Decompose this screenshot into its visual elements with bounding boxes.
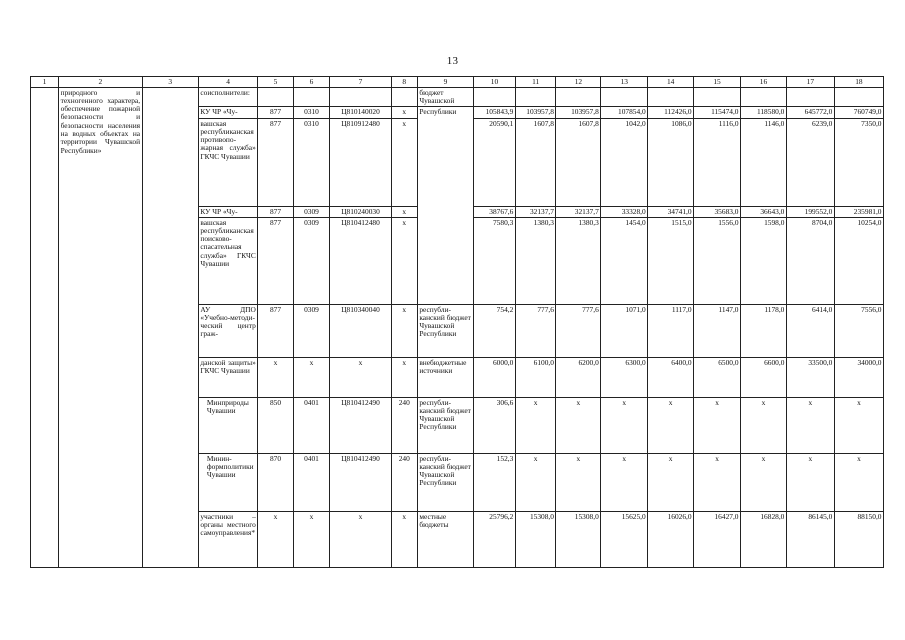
- header-cell: 6: [293, 77, 329, 88]
- subprogram-name: природного и техногенного характера, обеспечение пожарной безопасности и безопасности населения на водных объектах на территории Чувашской Республики»: [59, 88, 142, 568]
- source-cell: внебюджетные источники: [417, 358, 473, 398]
- value-cell: 35683,0: [694, 207, 741, 218]
- value-cell: 20590,1: [474, 119, 516, 207]
- header-cell: 8: [391, 77, 417, 88]
- value-cell: х: [834, 454, 883, 512]
- expense-code: х: [391, 358, 417, 398]
- grbs-code: 877: [258, 107, 293, 119]
- expense-code: х: [391, 512, 417, 568]
- value-cell: х: [741, 398, 787, 454]
- executor-name-ku1-first: КУ ЧР «Чу-: [198, 107, 257, 119]
- value-cell: 10254,0: [834, 218, 883, 305]
- empty-cell: [741, 88, 787, 107]
- value-cell: х: [786, 454, 834, 512]
- target-code: х: [330, 358, 392, 398]
- empty-cell: [474, 88, 516, 107]
- empty-cell: [648, 88, 694, 107]
- executor-name-ku1-rest: вашская республиканская противопожарная служба» ГКЧС Чувашии: [198, 119, 257, 207]
- empty-cell: [391, 88, 417, 107]
- header-cell: 7: [330, 77, 392, 88]
- value-cell: 6600,0: [741, 358, 787, 398]
- value-cell: 1146,0: [741, 119, 787, 207]
- value-cell: 1178,0: [741, 305, 787, 358]
- value-cell: 1117,0: [648, 305, 694, 358]
- empty-cell: [293, 88, 329, 107]
- header-cell: 3: [142, 77, 198, 88]
- empty-cell: [601, 88, 648, 107]
- value-cell: 15625,0: [601, 512, 648, 568]
- section-code: 0401: [293, 398, 329, 454]
- value-cell: х: [601, 398, 648, 454]
- grbs-code: х: [258, 512, 293, 568]
- value-cell: 1071,0: [601, 305, 648, 358]
- target-code: Ц810240030: [330, 207, 392, 218]
- target-code: Ц810412490: [330, 398, 392, 454]
- empty-cell: [556, 88, 601, 107]
- value-cell: 33500,0: [786, 358, 834, 398]
- header-cell: 13: [601, 77, 648, 88]
- value-cell: 6000,0: [474, 358, 516, 398]
- value-cell: 777,6: [556, 305, 601, 358]
- value-cell: 1607,8: [515, 119, 556, 207]
- value-cell: 1380,3: [556, 218, 601, 305]
- executor-name-minpr: Минприроды Чувашии: [198, 398, 257, 454]
- empty-cell: [515, 88, 556, 107]
- header-cell: 5: [258, 77, 293, 88]
- empty-cell: [834, 88, 883, 107]
- value-cell: 6500,0: [694, 358, 741, 398]
- grbs-code: х: [258, 358, 293, 398]
- expense-code: х: [391, 218, 417, 305]
- target-code: Ц810912480: [330, 119, 392, 207]
- value-cell: 7580,3: [474, 218, 516, 305]
- value-cell: 86145,0: [786, 512, 834, 568]
- value-cell: 103957,8: [515, 107, 556, 119]
- grbs-code: 877: [258, 218, 293, 305]
- section-code: 0401: [293, 454, 329, 512]
- value-cell: 6239,0: [786, 119, 834, 207]
- grbs-code: 877: [258, 207, 293, 218]
- source-cell: Республики: [417, 107, 473, 305]
- value-cell: 32137,7: [556, 207, 601, 218]
- value-cell: х: [556, 398, 601, 454]
- value-cell: х: [601, 454, 648, 512]
- section-code: х: [293, 512, 329, 568]
- target-code: Ц810412490: [330, 454, 392, 512]
- value-cell: х: [834, 398, 883, 454]
- value-cell: 36643,0: [741, 207, 787, 218]
- value-cell: х: [694, 398, 741, 454]
- value-cell: х: [741, 454, 787, 512]
- value-cell: х: [694, 454, 741, 512]
- col3-cell: [142, 88, 198, 568]
- section-code: 0310: [293, 107, 329, 119]
- target-code: Ц810412480: [330, 218, 392, 305]
- header-cell: 14: [648, 77, 694, 88]
- value-cell: 1515,0: [648, 218, 694, 305]
- expense-code: х: [391, 119, 417, 207]
- value-cell: 118580,0: [741, 107, 787, 119]
- target-code: Ц810340040: [330, 305, 392, 358]
- value-cell: 32137,7: [515, 207, 556, 218]
- value-cell: 6400,0: [648, 358, 694, 398]
- section-code: х: [293, 358, 329, 398]
- value-cell: 8704,0: [786, 218, 834, 305]
- header-cell: 9: [417, 77, 473, 88]
- expense-code: х: [391, 305, 417, 358]
- header-cell: 16: [741, 77, 787, 88]
- section-code: 0309: [293, 218, 329, 305]
- value-cell: 199552,0: [786, 207, 834, 218]
- expense-code: 240: [391, 398, 417, 454]
- value-cell: 1147,0: [694, 305, 741, 358]
- executor-name-ku2-first: КУ ЧР «Чу-: [198, 207, 257, 218]
- value-cell: 1598,0: [741, 218, 787, 305]
- source-cell: республиканский бюджет Чувашской Республики: [417, 398, 473, 454]
- section-code: 0309: [293, 305, 329, 358]
- header-cell: 1: [31, 77, 59, 88]
- header-cell: 2: [59, 77, 142, 88]
- value-cell: 1042,0: [601, 119, 648, 207]
- value-cell: 105843,9: [474, 107, 516, 119]
- header-cell: 12: [556, 77, 601, 88]
- value-cell: 7556,0: [834, 305, 883, 358]
- source-cell: бюджет Чувашской: [417, 88, 473, 107]
- expense-code: х: [391, 107, 417, 119]
- value-cell: х: [648, 454, 694, 512]
- executor-name-minin: Мининформпoлитики Чувашии: [198, 454, 257, 512]
- value-cell: 1556,0: [694, 218, 741, 305]
- value-cell: х: [786, 398, 834, 454]
- header-cell: 15: [694, 77, 741, 88]
- section-code: 0310: [293, 119, 329, 207]
- value-cell: 16026,0: [648, 512, 694, 568]
- grbs-code: 850: [258, 398, 293, 454]
- value-cell: 1454,0: [601, 218, 648, 305]
- value-cell: 6100,0: [515, 358, 556, 398]
- empty-cell: [694, 88, 741, 107]
- value-cell: 107854,0: [601, 107, 648, 119]
- source-cell: республиканский бюджет Чувашской Республики: [417, 454, 473, 512]
- executor-name-local: участники – органы местного самоуправления*: [198, 512, 257, 568]
- value-cell: 16828,0: [741, 512, 787, 568]
- executor-cell: соисполнители:: [198, 88, 257, 107]
- value-cell: 306,6: [474, 398, 516, 454]
- value-cell: 115474,0: [694, 107, 741, 119]
- executor-name-au-rest: данской защиты» ГКЧС Чувашии: [198, 358, 257, 398]
- page-number: 13: [446, 55, 459, 67]
- value-cell: 645772,0: [786, 107, 834, 119]
- header-cell: 18: [834, 77, 883, 88]
- executor-name-au-first: АУ ДПО «Учебно-методический центр граж-: [198, 305, 257, 358]
- grbs-code: 870: [258, 454, 293, 512]
- value-cell: 1607,8: [556, 119, 601, 207]
- header-cell: 10: [474, 77, 516, 88]
- expense-code: 240: [391, 454, 417, 512]
- value-cell: 103957,8: [556, 107, 601, 119]
- target-code: х: [330, 512, 392, 568]
- table-row: [31, 88, 884, 107]
- value-cell: 6300,0: [601, 358, 648, 398]
- budget-table: [30, 76, 884, 568]
- target-code: Ц810140020: [330, 107, 392, 119]
- grbs-code: 877: [258, 305, 293, 358]
- value-cell: 6414,0: [786, 305, 834, 358]
- empty-cell: [786, 88, 834, 107]
- expense-code: х: [391, 207, 417, 218]
- value-cell: 38767,6: [474, 207, 516, 218]
- value-cell: 1086,0: [648, 119, 694, 207]
- value-cell: х: [648, 398, 694, 454]
- source-cell: местные бюджеты: [417, 512, 473, 568]
- value-cell: х: [515, 454, 556, 512]
- value-cell: 1116,0: [694, 119, 741, 207]
- value-cell: 777,6: [515, 305, 556, 358]
- value-cell: х: [556, 454, 601, 512]
- value-cell: 25796,2: [474, 512, 516, 568]
- value-cell: 34000,0: [834, 358, 883, 398]
- value-cell: 34741,0: [648, 207, 694, 218]
- value-cell: 1380,3: [515, 218, 556, 305]
- value-cell: 760749,0: [834, 107, 883, 119]
- empty-cell: [258, 88, 293, 107]
- header-row: [31, 77, 884, 88]
- value-cell: 7350,0: [834, 119, 883, 207]
- executor-name-ku2-rest: вашская республиканская поисково-спасательная служба» ГКЧС Чувашии: [198, 218, 257, 305]
- value-cell: 33328,0: [601, 207, 648, 218]
- empty-cell: [330, 88, 392, 107]
- value-cell: 112426,0: [648, 107, 694, 119]
- value-cell: 152,3: [474, 454, 516, 512]
- value-cell: 15308,0: [556, 512, 601, 568]
- value-cell: 235981,0: [834, 207, 883, 218]
- header-cell: 17: [786, 77, 834, 88]
- value-cell: 6200,0: [556, 358, 601, 398]
- value-cell: х: [515, 398, 556, 454]
- header-cell: 11: [515, 77, 556, 88]
- source-cell: республиканский бюджет Чувашской Республики: [417, 305, 473, 358]
- header-cell: 4: [198, 77, 257, 88]
- section-code: 0309: [293, 207, 329, 218]
- col1-cell: [31, 88, 59, 568]
- grbs-code: 877: [258, 119, 293, 207]
- value-cell: 88150,0: [834, 512, 883, 568]
- value-cell: 16427,0: [694, 512, 741, 568]
- value-cell: 15308,0: [515, 512, 556, 568]
- value-cell: 754,2: [474, 305, 516, 358]
